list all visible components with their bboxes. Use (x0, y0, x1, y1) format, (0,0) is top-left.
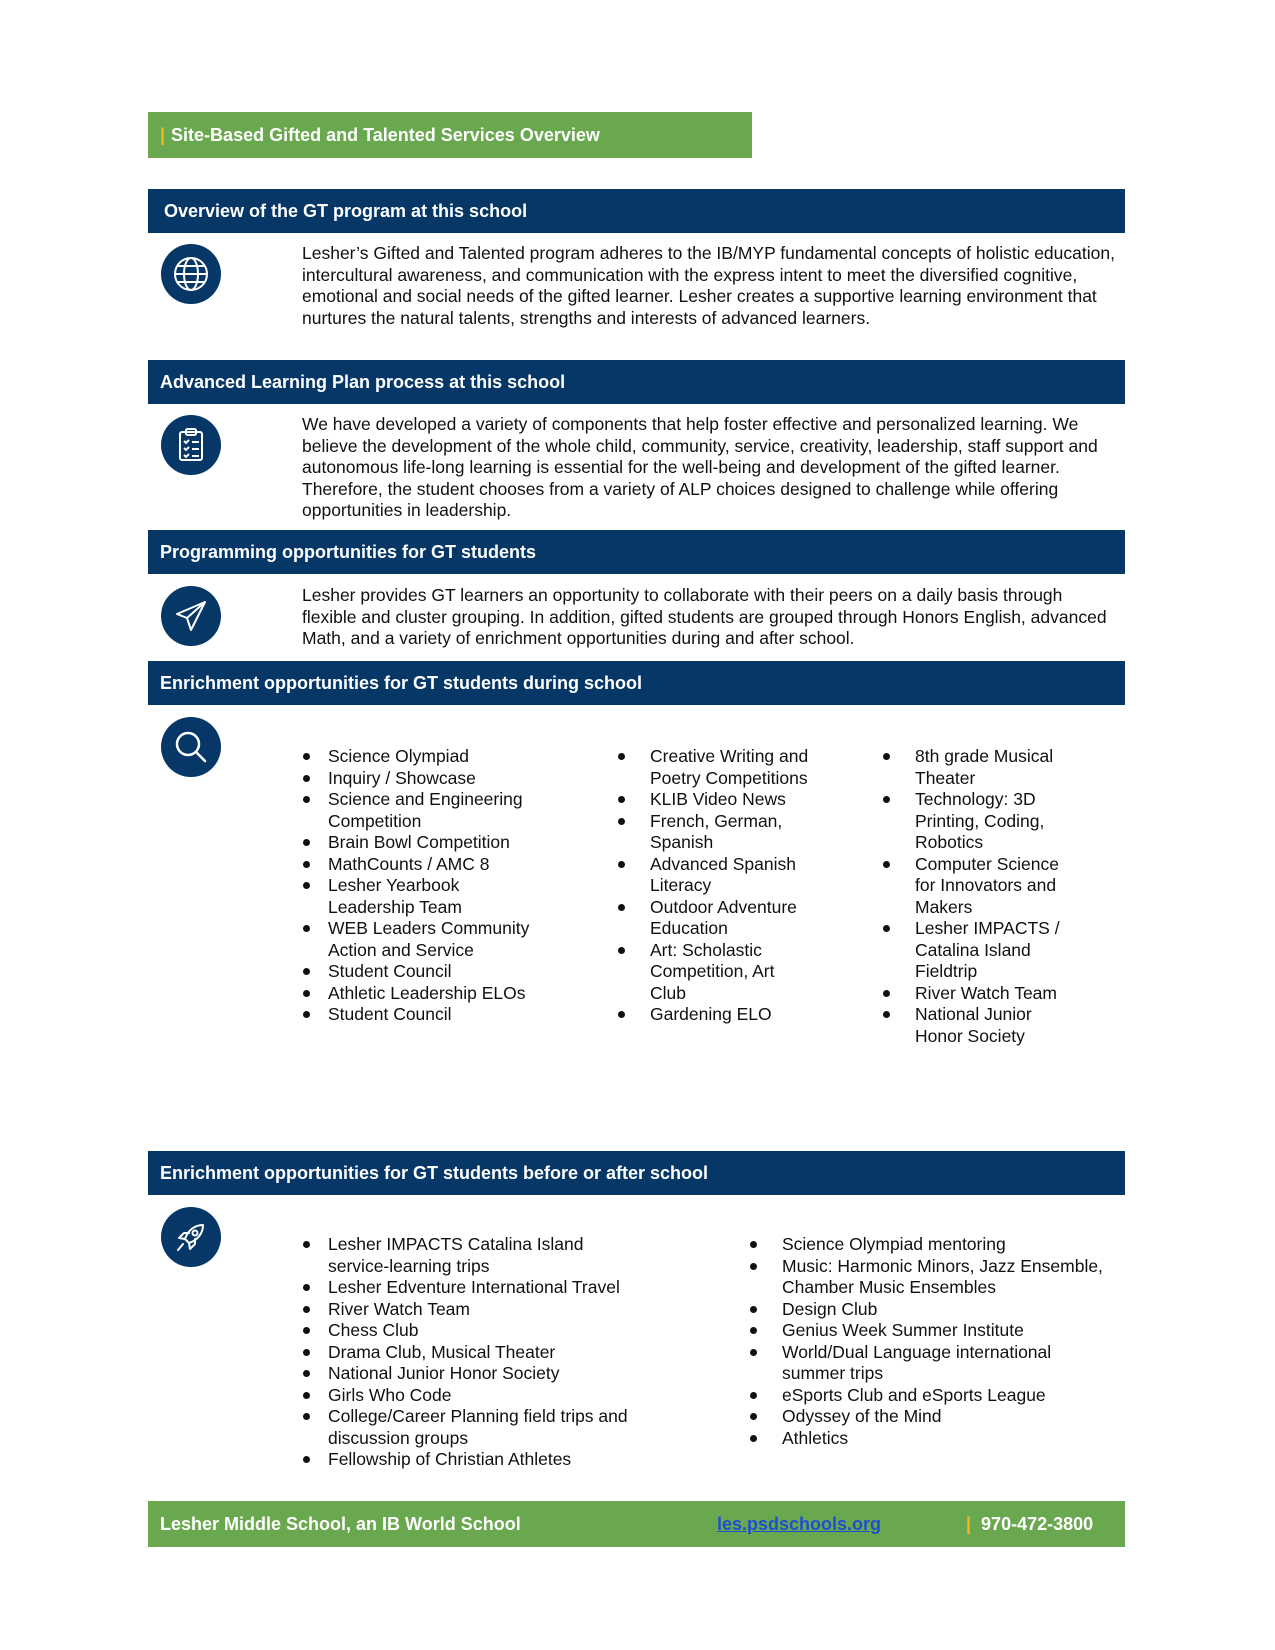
list-item: WEB Leaders Community Action and Service (300, 918, 553, 961)
list-item: Outdoor Adventure Education (615, 897, 820, 940)
title-pipe: | (160, 125, 166, 145)
list-item: Inquiry / Showcase (300, 768, 560, 790)
list-item: Student Council (300, 1004, 560, 1026)
alp-text: We have developed a variety of components that help foster effective and personalized learning. We believe the development of the whole child, community, service, creativity, leadership, staff support and autonomous life-long learning is essential for the well-being and development of the gifted learner. Therefore, the student chooses from a variety of ALP choices designed to challenge while offering opportunities in leadership. (302, 414, 1098, 520)
before-after-school-list-col1 (300, 1234, 660, 1471)
list-item: Girls Who Code (300, 1385, 660, 1407)
list-item: Science Olympiad (300, 746, 560, 768)
programming-text: Lesher provides GT learners an opportunity to collaborate with their peers on a daily basis through flexible and cluster grouping. In addition, gifted students are grouped through Honors English, advanced Math, and a variety of enrichment opportunities during and after school. (302, 585, 1107, 648)
list-item: Odyssey of the Mind (747, 1406, 1117, 1428)
list-item: Design Club (747, 1299, 1117, 1321)
list-item: Science and Engineering Competition (300, 789, 533, 832)
list-item: Lesher Yearbook Leadership Team (300, 875, 518, 918)
list-item: Drama Club, Musical Theater (300, 1342, 660, 1364)
magnifier-icon (161, 717, 221, 777)
list-item: River Watch Team (880, 983, 1090, 1005)
section-heading-overview: Overview of the GT program at this school (148, 189, 1125, 233)
during-school-list-col2 (615, 746, 825, 1026)
list-item: Genius Week Summer Institute (747, 1320, 1117, 1342)
paper-plane-icon (161, 586, 221, 646)
during-school-list-col1 (300, 746, 560, 1026)
list-item: Music: Harmonic Minors, Jazz Ensemble, Chamber Music Ensembles (747, 1256, 1147, 1299)
list-item: Athletic Leadership ELOs (300, 983, 560, 1005)
list-item: Creative Writing and Poetry Competitions (615, 746, 825, 789)
list-item: River Watch Team (300, 1299, 660, 1321)
footer-phone-number: 970-472-3800 (981, 1514, 1094, 1534)
list-item: MathCounts / AMC 8 (300, 854, 560, 876)
during-school-list-col3 (880, 746, 1080, 1047)
list-item: Brain Bowl Competition (300, 832, 560, 854)
list-item: French, German, Spanish (615, 811, 810, 854)
list-item: Lesher Edventure International Travel (300, 1277, 660, 1299)
before-after-school-list-col2 (747, 1234, 1117, 1449)
section-heading-during-school: Enrichment opportunities for GT students during school (148, 661, 1125, 705)
footer-bar (148, 1501, 1125, 1547)
footer-phone (966, 1501, 1093, 1547)
list-item: Science Olympiad mentoring (747, 1234, 1117, 1256)
list-item: Advanced Spanish Literacy (615, 854, 820, 897)
page-title: Site-Based Gifted and Talented Services Overview (171, 125, 600, 145)
list-item: 8th grade Musical Theater (880, 746, 1075, 789)
list-item: KLIB Video News (615, 789, 825, 811)
section-heading-programming: Programming opportunities for GT students (148, 530, 1125, 574)
page-title-bar (148, 112, 752, 158)
overview-text: Lesher’s Gifted and Talented program adheres to the IB/MYP fundamental concepts of holistic education, intercultural awareness, and communication with the express intent to meet the diversified cognitive, emotional and social needs of the gifted learner. Lesher creates a supportive learning environment that nurtures the natural talents, strengths and interests of advanced learners. (302, 243, 1115, 328)
list-item: Student Council (300, 961, 560, 983)
footer-pipe: | (966, 1514, 972, 1534)
list-item: Fellowship of Christian Athletes (300, 1449, 660, 1471)
list-item: Computer Science for Innovators and Makers (880, 854, 1075, 919)
list-item: Art: Scholastic Competition, Art Club (615, 940, 795, 1005)
footer-website-link[interactable]: les.psdschools.org (717, 1514, 882, 1534)
list-item: National Junior Honor Society (300, 1363, 660, 1385)
list-item: Athletics (747, 1428, 1117, 1450)
section-heading-before-after-school: Enrichment opportunities for GT students before or after school (148, 1151, 1125, 1195)
section-heading-alp: Advanced Learning Plan process at this school (148, 360, 1125, 404)
list-item: World/Dual Language international summer trips (747, 1342, 1102, 1385)
clipboard-checklist-icon (161, 415, 221, 475)
list-item: Technology: 3D Printing, Coding, Robotics (880, 789, 1075, 854)
list-item: Lesher IMPACTS / Catalina Island Fieldtrip (880, 918, 1080, 983)
globe-icon (161, 244, 221, 304)
list-item: College/Career Planning field trips and discussion groups (300, 1406, 678, 1449)
list-item: eSports Club and eSports League (747, 1385, 1117, 1407)
list-item: National Junior Honor Society (880, 1004, 1050, 1047)
footer-school-name: Lesher Middle School, an IB World School (160, 1514, 521, 1534)
rocket-icon (161, 1207, 221, 1267)
list-item: Gardening ELO (615, 1004, 825, 1026)
list-item: Chess Club (300, 1320, 660, 1342)
list-item: Lesher IMPACTS Catalina Island service-learning trips (300, 1234, 628, 1277)
